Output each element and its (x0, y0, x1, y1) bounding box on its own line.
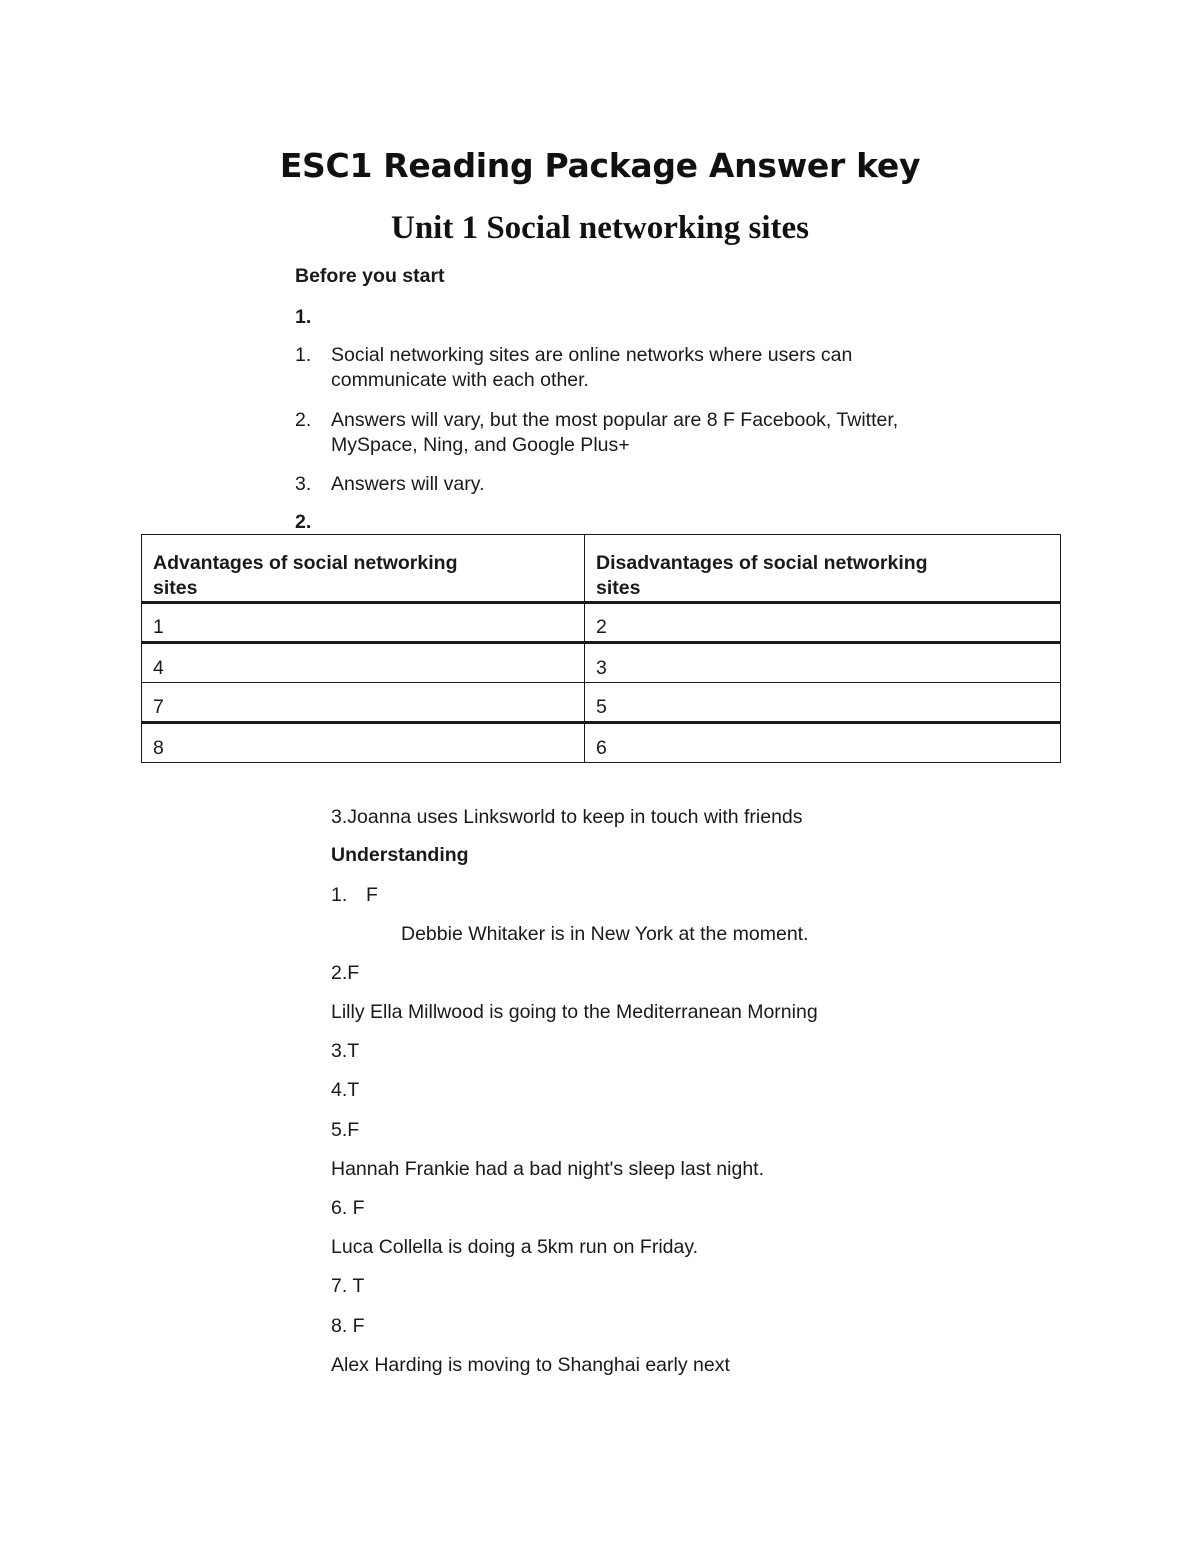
table-cell: 2 (585, 603, 1061, 643)
understanding-heading: Understanding (331, 844, 469, 866)
understanding-item: 2.F (331, 962, 360, 984)
table-cell: 6 (585, 723, 1061, 763)
table-cell: 7 (142, 683, 585, 723)
table-cell: 3 (585, 643, 1061, 683)
table-row (142, 643, 1061, 683)
understanding-item-answer: F (366, 884, 378, 906)
unit-title: Unit 1 Social networking sites (390, 210, 809, 246)
list-item-text: MySpace, Ning, and Google Plus+ (331, 434, 630, 456)
header-line: Advantages of social networking (153, 552, 458, 574)
list-item-text: Answers will vary, but the most popular are 8 F Facebook, Twitter, (331, 409, 899, 431)
list-item-text: communicate with each other. (331, 369, 589, 391)
header-line: Disadvantages of social networking (596, 552, 928, 574)
table-row (142, 723, 1061, 763)
table-row (142, 603, 1061, 643)
list-item-text: Answers will vary. (331, 473, 485, 495)
understanding-item-note: Lilly Ella Millwood is going to the Mediterranean Morning (331, 1001, 818, 1023)
understanding-item-note: Luca Collella is doing a 5km run on Friday. (331, 1236, 699, 1258)
understanding-item: 6. F (331, 1197, 365, 1219)
understanding-item: 8. F (331, 1315, 365, 1337)
understanding-item-note: Hannah Frankie had a bad night's sleep last night. (331, 1158, 765, 1180)
question-3-answer: 3.Joanna uses Linksworld to keep in touch with friends (331, 806, 803, 828)
understanding-item: 5.F (331, 1119, 360, 1141)
header-line: sites (596, 577, 641, 599)
list-item-number: 3. (295, 473, 312, 495)
header-line: sites (153, 577, 198, 599)
understanding-item-note: Debbie Whitaker is in New York at the moment. (401, 923, 809, 945)
table-cell: 1 (142, 603, 585, 643)
table-header-row (142, 535, 1061, 603)
understanding-item-number: 1. (331, 884, 348, 906)
list-item-text: Social networking sites are online networks where users can (331, 344, 853, 366)
list-item-number: 1. (295, 344, 312, 366)
table-cell: 4 (142, 643, 585, 683)
question-2-label: 2. (295, 511, 312, 533)
table-row (142, 683, 1061, 723)
table-header-disadvantages (585, 535, 1061, 603)
understanding-item: 3.T (331, 1040, 360, 1062)
table-cell: 8 (142, 723, 585, 763)
question-1-label: 1. (295, 306, 312, 328)
before-you-start-heading: Before you start (295, 265, 445, 287)
understanding-item: 7. T (331, 1275, 365, 1297)
list-item-number: 2. (295, 409, 312, 431)
table-header-advantages (142, 535, 585, 603)
document-title: ESC1 Reading Package Answer key (279, 146, 921, 185)
advantages-disadvantages-table (141, 534, 1061, 763)
table-cell: 5 (585, 683, 1061, 723)
understanding-item-note: Alex Harding is moving to Shanghai early next (331, 1354, 730, 1376)
understanding-item: 4.T (331, 1079, 360, 1101)
